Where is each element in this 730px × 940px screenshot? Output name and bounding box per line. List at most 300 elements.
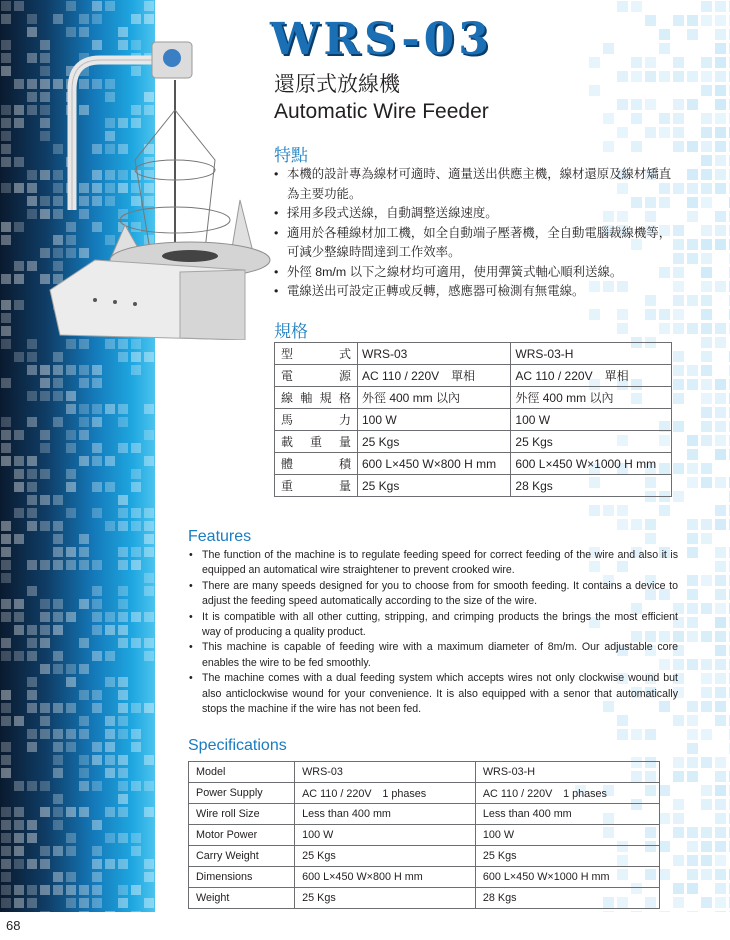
mosaic-square: [27, 183, 37, 193]
mosaic-square: [659, 869, 670, 880]
mosaic-square: [118, 560, 128, 570]
list-item: • The machine comes with a dual feeding system which accepts wires not only clockwise wound but also anticlockwise wound for your convenience. It is also equipped with a senor that automatically stops the machine if the wire has not been fed.: [189, 672, 678, 716]
mosaic-square: [701, 393, 712, 404]
mosaic-square: [27, 781, 37, 791]
mosaic-square: [105, 716, 115, 726]
mosaic-square: [1, 898, 11, 908]
mosaic-square: [715, 841, 726, 852]
mosaic-square: [1, 846, 11, 856]
mosaic-square: [144, 547, 154, 557]
mosaic-square: [27, 859, 37, 869]
mosaic-square: [27, 560, 37, 570]
mosaic-square: [701, 239, 712, 250]
mosaic-square: [701, 309, 712, 320]
mosaic-square: [1, 521, 11, 531]
mosaic-square: [27, 261, 37, 271]
mosaic-square: [144, 781, 154, 791]
mosaic-square: [144, 703, 154, 713]
mosaic-square: [27, 690, 37, 700]
mosaic-square: [1, 300, 11, 310]
mosaic-square: [79, 534, 89, 544]
mosaic-square: [617, 729, 628, 740]
mosaic-square: [701, 15, 712, 26]
mosaic-square: [1, 417, 11, 427]
mosaic-square: [1, 768, 11, 778]
mosaic-square: [27, 495, 37, 505]
mosaic-square: [701, 57, 712, 68]
bullet-icon: •: [189, 641, 193, 654]
mosaic-square: [673, 379, 684, 390]
mosaic-square: [631, 1, 642, 12]
mosaic-square: [715, 15, 726, 26]
mosaic-square: [79, 456, 89, 466]
mosaic-square: [118, 794, 128, 804]
mosaic-square: [144, 872, 154, 882]
mosaic-square: [715, 617, 726, 628]
mosaic-square: [701, 71, 712, 82]
mosaic-square: [105, 755, 115, 765]
mosaic-square: [66, 742, 76, 752]
mosaic-square: [701, 351, 712, 362]
mosaic-square: [715, 239, 726, 250]
mosaic-square: [645, 519, 656, 530]
mosaic-square: [118, 690, 128, 700]
mosaic-square: [673, 253, 684, 264]
table-row: Dimensions 600 L×450 W×800 H mm 600 L×450 W×1000 H mm: [189, 867, 660, 888]
mosaic-square: [27, 625, 37, 635]
mosaic-square: [144, 807, 154, 817]
mosaic-square: [715, 1, 726, 12]
mosaic-square: [27, 638, 37, 648]
features-list-cn: [272, 165, 672, 302]
mosaic-square: [14, 157, 24, 167]
mosaic-square: [40, 703, 50, 713]
mosaic-square: [701, 225, 712, 236]
mosaic-square: [631, 57, 642, 68]
table-row: 體積 600 L×450 W×800 H mm 600 L×450 W×1000 H mm: [275, 453, 672, 475]
specs-heading-cn: 規格: [274, 322, 308, 341]
mosaic-square: [66, 404, 76, 414]
mosaic-square: [687, 841, 698, 852]
mosaic-square: [701, 85, 712, 96]
mosaic-square: [14, 118, 24, 128]
mosaic-square: [131, 508, 141, 518]
mosaic-square: [14, 885, 24, 895]
mosaic-square: [92, 898, 102, 908]
mosaic-square: [53, 365, 63, 375]
mosaic-square: [715, 211, 726, 222]
mosaic-square: [687, 757, 698, 768]
mosaic-square: [131, 781, 141, 791]
mosaic-square: [131, 833, 141, 843]
mosaic-square: [118, 404, 128, 414]
mosaic-square: [131, 352, 141, 362]
mosaic-square: [27, 833, 37, 843]
mosaic-square: [27, 677, 37, 687]
mosaic-square: [53, 768, 63, 778]
mosaic-square: [66, 703, 76, 713]
mosaic-square: [40, 378, 50, 388]
mosaic-square: [687, 477, 698, 488]
bullet-icon: •: [189, 549, 193, 561]
mosaic-square: [118, 508, 128, 518]
mosaic-square: [659, 29, 670, 40]
mosaic-square: [40, 521, 50, 531]
mosaic-square: [131, 560, 141, 570]
mosaic-square: [14, 352, 24, 362]
mosaic-square: [673, 771, 684, 782]
mosaic-square: [79, 417, 89, 427]
mosaic-square: [701, 603, 712, 614]
mosaic-square: [715, 799, 726, 810]
mosaic-square: [589, 309, 600, 320]
mosaic-square: [687, 463, 698, 474]
mosaic-square: [144, 521, 154, 531]
mosaic-square: [701, 477, 712, 488]
mosaic-square: [92, 612, 102, 622]
mosaic-square: [40, 885, 50, 895]
list-item: • This machine is capable of feeding wire with a maximum diameter of 8m/m. Our adjustable core enables the wire to be fed smoothly.: [189, 641, 678, 669]
mosaic-square: [1, 833, 11, 843]
mosaic-square: [53, 352, 63, 362]
mosaic-square: [715, 701, 726, 712]
mosaic-square: [687, 771, 698, 782]
mosaic-square: [701, 365, 712, 376]
mosaic-square: [1, 573, 11, 583]
mosaic-square: [715, 449, 726, 460]
mosaic-square: [79, 365, 89, 375]
bullet-icon: •: [189, 610, 193, 623]
mosaic-square: [687, 169, 698, 180]
mosaic-square: [1, 716, 11, 726]
mosaic-square: [105, 612, 115, 622]
table-row: 重量 25 Kgs 28 Kgs: [275, 475, 672, 497]
mosaic-square: [701, 337, 712, 348]
mosaic-square: [27, 456, 37, 466]
mosaic-square: [92, 885, 102, 895]
mosaic-square: [53, 599, 63, 609]
mosaic-square: [92, 378, 102, 388]
table-row: 載重量 25 Kgs 25 Kgs: [275, 431, 672, 453]
mosaic-square: [14, 625, 24, 635]
mosaic-square: [687, 323, 698, 334]
mosaic-square: [118, 638, 128, 648]
mosaic-square: [14, 261, 24, 271]
mosaic-square: [715, 71, 726, 82]
mosaic-square: [66, 872, 76, 882]
mosaic-square: [715, 407, 726, 418]
mosaic-square: [27, 885, 37, 895]
mosaic-square: [27, 898, 37, 908]
mosaic-square: [27, 820, 37, 830]
mosaic-square: [14, 430, 24, 440]
mosaic-square: [673, 351, 684, 362]
mosaic-square: [673, 897, 684, 908]
mosaic-square: [66, 898, 76, 908]
mosaic-square: [673, 323, 684, 334]
mosaic-square: [701, 631, 712, 642]
mosaic-square: [687, 729, 698, 740]
mosaic-square: [27, 365, 37, 375]
mosaic-square: [131, 885, 141, 895]
mosaic-square: [66, 1, 76, 11]
mosaic-square: [715, 785, 726, 796]
table-row: Power Supply AC 110 / 220V 1 phases AC 110 / 220V 1 phases: [189, 783, 660, 804]
mosaic-square: [53, 378, 63, 388]
list-item: • 採用多段式送線，自動調整送線速度。: [272, 204, 672, 224]
mosaic-square: [659, 841, 670, 852]
mosaic-square: [701, 141, 712, 152]
mosaic-square: [131, 443, 141, 453]
mosaic-square: [118, 768, 128, 778]
mosaic-square: [14, 105, 24, 115]
mosaic-square: [79, 729, 89, 739]
mosaic-square: [1, 105, 11, 115]
mosaic-square: [1, 274, 11, 284]
table-row: Motor Power 100 W 100 W: [189, 825, 660, 846]
mosaic-square: [27, 521, 37, 531]
mosaic-square: [79, 638, 89, 648]
table-row: Model WRS-03 WRS-03-H: [189, 762, 660, 783]
mosaic-square: [14, 469, 24, 479]
mosaic-square: [673, 757, 684, 768]
product-name-cn: 還原式放線機: [274, 73, 400, 96]
mosaic-square: [701, 687, 712, 698]
mosaic-square: [701, 729, 712, 740]
mosaic-square: [715, 827, 726, 838]
mosaic-square: [701, 183, 712, 194]
mosaic-square: [27, 651, 37, 661]
mosaic-square: [701, 659, 712, 670]
mosaic-square: [144, 651, 154, 661]
mosaic-square: [92, 417, 102, 427]
mosaic-square: [27, 586, 37, 596]
mosaic-square: [715, 911, 726, 912]
mosaic-square: [589, 85, 600, 96]
mosaic-square: [687, 183, 698, 194]
mosaic-square: [27, 209, 37, 219]
mosaic-square: [1, 651, 11, 661]
mosaic-square: [687, 827, 698, 838]
mosaic-square: [79, 599, 89, 609]
mosaic-square: [92, 755, 102, 765]
mosaic-square: [105, 482, 115, 492]
mosaic-square: [118, 755, 128, 765]
mosaic-square: [118, 521, 128, 531]
mosaic-square: [14, 482, 24, 492]
mosaic-square: [715, 519, 726, 530]
mosaic-square: [687, 15, 698, 26]
mosaic-square: [27, 703, 37, 713]
mosaic-square: [659, 113, 670, 124]
list-item: • The function of the machine is to regulate feeding speed for correct feeding of the wire and also it is equipped an automatical wire straightener to prevent crooked wire.: [189, 549, 678, 577]
mosaic-square: [715, 883, 726, 894]
mosaic-square: [673, 57, 684, 68]
mosaic-square: [118, 703, 128, 713]
mosaic-square: [631, 729, 642, 740]
mosaic-square: [687, 883, 698, 894]
mosaic-square: [92, 599, 102, 609]
mosaic-square: [715, 155, 726, 166]
mosaic-square: [715, 393, 726, 404]
specs-heading-en: Specifications: [188, 737, 287, 754]
mosaic-square: [1, 612, 11, 622]
mosaic-square: [53, 703, 63, 713]
mosaic-square: [27, 469, 37, 479]
mosaic-square: [715, 673, 726, 684]
mosaic-square: [701, 127, 712, 138]
mosaic-square: [687, 197, 698, 208]
mosaic-square: [14, 300, 24, 310]
mosaic-square: [617, 71, 628, 82]
mosaic-square: [687, 617, 698, 628]
mosaic-square: [92, 365, 102, 375]
mosaic-square: [105, 1, 115, 11]
mosaic-square: [617, 505, 628, 516]
mosaic-square: [701, 701, 712, 712]
mosaic-square: [701, 869, 712, 880]
mosaic-square: [79, 768, 89, 778]
mosaic-square: [715, 183, 726, 194]
mosaic-square: [715, 477, 726, 488]
mosaic-square: [131, 729, 141, 739]
mosaic-square: [92, 560, 102, 570]
features-heading-cn: 特點: [274, 146, 308, 165]
mosaic-square: [673, 15, 684, 26]
mosaic-square: [27, 508, 37, 518]
mosaic-square: [79, 430, 89, 440]
mosaic-square: [144, 612, 154, 622]
mosaic-square: [1, 183, 11, 193]
mosaic-square: [631, 71, 642, 82]
mosaic-square: [1, 872, 11, 882]
mosaic-square: [144, 352, 154, 362]
mosaic-square: [617, 99, 628, 110]
mosaic-square: [66, 729, 76, 739]
mosaic-square: [92, 625, 102, 635]
mosaic-square: [105, 339, 115, 349]
mosaic-square: [1, 118, 11, 128]
mosaic-square: [105, 651, 115, 661]
mosaic-square: [715, 869, 726, 880]
mosaic-square: [715, 99, 726, 110]
mosaic-square: [53, 664, 63, 674]
page-number: 68: [6, 918, 21, 933]
mosaic-square: [144, 859, 154, 869]
mosaic-square: [701, 295, 712, 306]
mosaic-square: [66, 885, 76, 895]
mosaic-square: [617, 309, 628, 320]
mosaic-square: [27, 170, 37, 180]
mosaic-square: [144, 1, 154, 11]
mosaic-square: [701, 169, 712, 180]
mosaic-square: [14, 898, 24, 908]
mosaic-square: [701, 533, 712, 544]
mosaic-square: [53, 534, 63, 544]
mosaic-square: [144, 430, 154, 440]
mosaic-square: [79, 755, 89, 765]
mosaic-square: [131, 365, 141, 375]
mosaic-square: [687, 29, 698, 40]
mosaic-square: [27, 417, 37, 427]
mosaic-square: [144, 638, 154, 648]
mosaic-square: [53, 625, 63, 635]
mosaic-square: [645, 57, 656, 68]
bullet-icon: •: [189, 672, 193, 685]
mosaic-square: [131, 339, 141, 349]
mosaic-square: [14, 612, 24, 622]
mosaic-square: [144, 755, 154, 765]
mosaic-square: [603, 505, 614, 516]
mosaic-square: [131, 521, 141, 531]
mosaic-square: [53, 755, 63, 765]
mosaic-square: [53, 794, 63, 804]
mosaic-square: [66, 846, 76, 856]
mosaic-square: [131, 846, 141, 856]
mosaic-square: [659, 71, 670, 82]
mosaic-square: [1, 755, 11, 765]
mosaic-square: [40, 859, 50, 869]
mosaic-square: [659, 127, 670, 138]
mosaic-square: [131, 469, 141, 479]
mosaic-square: [673, 239, 684, 250]
mosaic-square: [1, 638, 11, 648]
mosaic-square: [92, 690, 102, 700]
mosaic-square: [92, 742, 102, 752]
mosaic-square: [53, 872, 63, 882]
mosaic-square: [673, 393, 684, 404]
mosaic-square: [659, 785, 670, 796]
mosaic-square: [105, 768, 115, 778]
mosaic-square: [673, 113, 684, 124]
mosaic-square: [659, 309, 670, 320]
mosaic-square: [118, 729, 128, 739]
list-item: • 本機的設計專為線材可適時、適量送出供應主機，線材還原及線材矯直為主要功能。: [274, 167, 672, 201]
mosaic-square: [40, 729, 50, 739]
mosaic-square: [144, 573, 154, 583]
table-row: 線軸規格 外徑 400 mm 以內 外徑 400 mm 以內: [275, 387, 672, 409]
mosaic-square: [27, 53, 37, 63]
mosaic-square: [701, 379, 712, 390]
mosaic-square: [1, 547, 11, 557]
mosaic-square: [701, 827, 712, 838]
mosaic-square: [118, 833, 128, 843]
mosaic-square: [66, 482, 76, 492]
mosaic-square: [92, 872, 102, 882]
mosaic-square: [589, 57, 600, 68]
mosaic-square: [14, 222, 24, 232]
mosaic-square: [645, 99, 656, 110]
mosaic-square: [66, 833, 76, 843]
mosaic-square: [14, 859, 24, 869]
mosaic-square: [14, 79, 24, 89]
mosaic-square: [66, 508, 76, 518]
mosaic-square: [617, 1, 628, 12]
mosaic-square: [118, 781, 128, 791]
mosaic-square: [105, 677, 115, 687]
mosaic-square: [659, 813, 670, 824]
mosaic-square: [53, 391, 63, 401]
mosaic-square: [715, 575, 726, 586]
table-row: 電源 AC 110 / 220V 單相 AC 110 / 220V 單相: [275, 365, 672, 387]
mosaic-square: [14, 534, 24, 544]
mosaic-square: [687, 435, 698, 446]
mosaic-square: [66, 443, 76, 453]
mosaic-square: [673, 491, 684, 502]
mosaic-square: [659, 911, 670, 912]
mosaic-square: [131, 612, 141, 622]
mosaic-square: [715, 141, 726, 152]
